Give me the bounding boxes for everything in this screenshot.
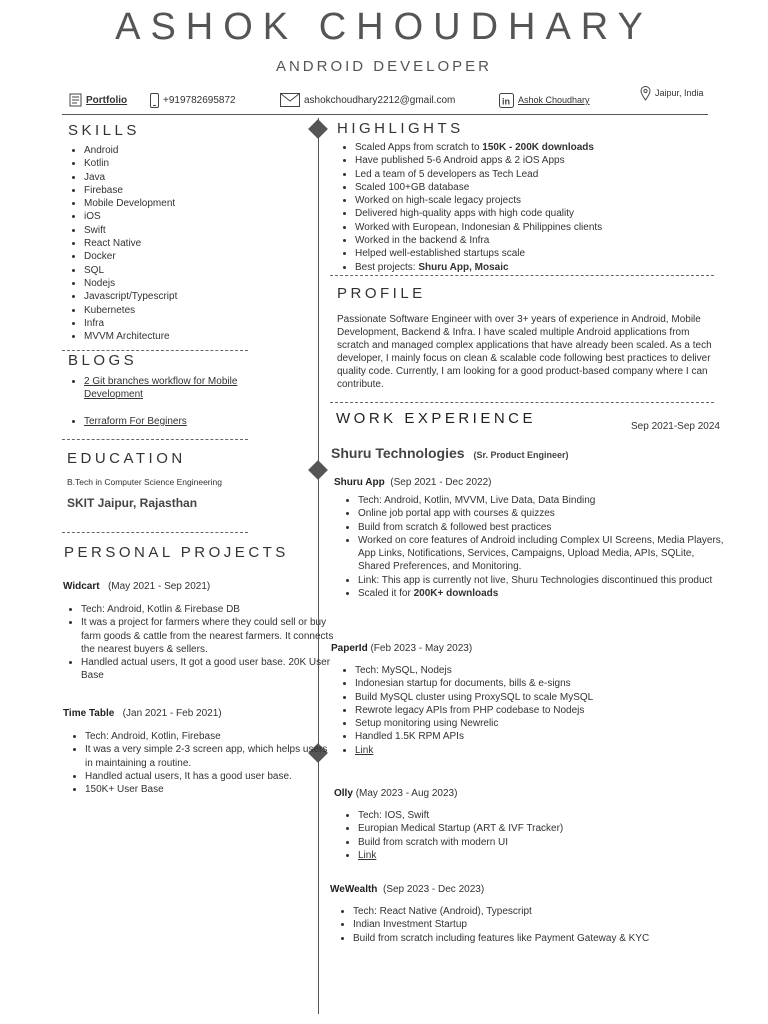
work-bullet: • Link: This app is currently not live, Shuru Technologies discontinued this product (358, 574, 728, 587)
personal-projects-heading: PERSONAL PROJECTS (64, 544, 289, 561)
work-link-item[interactable] (358, 849, 728, 862)
work-project-title (331, 643, 472, 654)
skill-item: • Android (84, 144, 324, 157)
divider-diamond (308, 460, 328, 480)
work-project-title (330, 884, 484, 895)
section-divider (62, 439, 248, 440)
work-bullet: • Worked on core features of Android including Complex UI Screens, Media Players, App Links, Notifications, Services, Campaigns, Upload Media, APIs, SQLite, Shared Preferences, and Monitoring. (358, 534, 728, 574)
phone-number: +919782695872 (163, 94, 236, 106)
work-bullet: • Online job portal app with courses & quizzes (358, 507, 728, 520)
highlight-item-bold: Shuru App, Mosaic (418, 261, 509, 273)
work-bullet-text: Scaled it for (358, 588, 414, 600)
section-divider (62, 532, 248, 533)
highlight-item (355, 194, 735, 207)
skill-item: • React Native (84, 237, 324, 250)
location-icon (640, 86, 651, 101)
project-bullet: • Tech: Android, Kotlin, Firebase (85, 730, 335, 743)
linkedin-link[interactable]: Ashok Choudhary (518, 95, 590, 105)
project-name: Widcart (63, 581, 100, 592)
highlight-item (355, 141, 735, 154)
project-details (63, 730, 335, 796)
contact-portfolio[interactable] (69, 89, 127, 111)
highlight-item (355, 168, 735, 181)
project-link[interactable]: Link (355, 744, 374, 756)
work-bullet: • Build from scratch with modern UI (358, 836, 728, 849)
highlight-item (355, 221, 735, 234)
work-project-name: Shuru App (334, 477, 385, 488)
work-bullet: • Indian Investment Startup (353, 918, 733, 931)
resume-role: ANDROID DEVELOPER (275, 58, 493, 75)
work-dates: Sep 2021-Sep 2024 (631, 421, 720, 432)
education-college: SKIT Jaipur, Rajasthan (67, 496, 198, 510)
highlights-heading: HIGHLIGHTS (337, 120, 464, 137)
blog-item[interactable] (84, 375, 294, 402)
work-bullet: • Tech: Android, Kotlin, MVVM, Live Data, Data Binding (358, 494, 728, 507)
work-bullet-bold: 200K+ downloads (413, 588, 499, 600)
skill-item: • Kubernetes (84, 304, 324, 317)
highlight-item-text: Led a team of 5 developers as Tech Lead (355, 168, 539, 180)
work-bullet: • Tech: IOS, Swift (358, 809, 728, 822)
highlight-item (355, 154, 735, 167)
highlight-item (355, 247, 735, 260)
email-address[interactable]: ashokchoudhary2212@gmail.com (304, 94, 456, 106)
location-text: Jaipur, India (655, 88, 704, 98)
contact-linkedin[interactable] (499, 89, 590, 111)
company-name: Shuru Technologies (331, 445, 465, 461)
work-bullet: • Setup monitoring using Newrelic (355, 717, 725, 730)
linkedin-icon (499, 93, 514, 108)
work-project-details (331, 905, 733, 945)
skill-item: • Swift (84, 224, 324, 237)
blogs-heading: BLOGS (68, 352, 138, 369)
highlight-item-text: Scaled Apps from scratch to (355, 142, 483, 153)
work-project-details (336, 809, 728, 862)
section-divider (62, 350, 248, 351)
profile-heading: PROFILE (337, 285, 426, 302)
work-bullet: • Tech: React Native (Android), Typescript (353, 905, 733, 918)
project-details (59, 603, 341, 683)
work-bullet (358, 587, 728, 600)
skill-item: • Mobile Development (84, 197, 324, 210)
divider-diamond (308, 119, 328, 139)
highlight-item-text: Scaled 100+GB database (355, 181, 470, 193)
highlight-item-text: Delivered high-quality apps with high code quality (355, 208, 575, 220)
email-icon (280, 93, 300, 107)
work-bullet: • Build MySQL cluster using ProxySQL to scale MySQL (355, 691, 725, 704)
contact-location (640, 86, 704, 108)
skill-item: • Kotlin (84, 157, 324, 170)
highlight-item (355, 234, 735, 247)
project-link[interactable]: Link (358, 849, 377, 861)
work-project-details (336, 494, 728, 600)
highlight-item-text: Have published 5-6 Android apps & 2 iOS Apps (355, 155, 565, 167)
work-project-name: WeWealth (330, 884, 378, 895)
project-dates: (May 2021 - Sep 2021) (107, 581, 211, 592)
work-link-item[interactable] (355, 744, 725, 757)
profile-text: Passionate Software Engineer with over 3+ years of experience in Android, Mobile Development, Backend & Infra. I have scaled multiple Android applications from scratch and managed complex applications that have already been scaled. As a tech developer, I mainly focus on clean & scalable code following best practices to deliver quality code. Currently, I am looking for a good product-based company where I can contribute. (337, 314, 712, 390)
work-bullet: • Build from scratch including features like Payment Gateway & KYC (353, 932, 733, 945)
skill-item: • Nodejs (84, 277, 324, 290)
work-bullet: • Indonesian startup for documents, bills & e-signs (355, 677, 725, 690)
highlights-list (333, 141, 735, 274)
highlight-item-bold: 150K - 200K downloads (482, 142, 594, 153)
blog-link[interactable]: 2 Git branches workflow for Mobile Development (84, 376, 238, 401)
skills-heading: SKILLS (68, 122, 140, 139)
education-degree: B.Tech in Computer Science Engineering (67, 477, 222, 487)
project-title (63, 581, 210, 592)
education-heading: EDUCATION (67, 450, 186, 467)
project-bullet: • Handled actual users, It has a good user base. (85, 770, 335, 783)
company-header (331, 445, 569, 461)
portfolio-link[interactable]: Portfolio (86, 94, 128, 106)
work-project-dates: (Sep 2021 - Dec 2022) (390, 477, 492, 488)
work-project-title (334, 477, 491, 488)
highlight-item-text: Worked with European, Indonesian & Philippines clients (355, 221, 603, 233)
work-bullet: • Tech: MySQL, Nodejs (355, 664, 725, 677)
skills-list (62, 144, 324, 343)
skill-item: • Java (84, 171, 324, 184)
project-bullet: • Handled actual users, It got a good user base. 20K User Base (81, 656, 341, 683)
section-divider (330, 402, 714, 403)
work-project-dates: (Feb 2023 - May 2023) (370, 643, 473, 654)
work-project-details (333, 664, 725, 757)
section-divider (330, 275, 714, 276)
work-project-dates: (May 2023 - Aug 2023) (355, 788, 458, 799)
work-bullet: • Rewrote legacy APIs from PHP codebase to Nodejs (355, 704, 725, 717)
work-bullet: • Build from scratch & followed best practices (358, 521, 728, 534)
resume-name: ASHOK CHOUDHARY (115, 6, 653, 48)
skill-item: • SQL (84, 264, 324, 277)
highlight-item-text: Best projects: (355, 261, 419, 273)
contact-phone (150, 89, 236, 111)
project-bullet: • Tech: Android, Kotlin & Firebase DB (81, 603, 341, 616)
work-project-dates: (Sep 2023 - Dec 2023) (382, 884, 485, 895)
work-heading: WORK EXPERIENCE (336, 410, 537, 427)
skill-item: • Firebase (84, 184, 324, 197)
skill-item: • MVVM Architecture (84, 330, 324, 343)
contact-email[interactable] (280, 89, 455, 111)
skill-item: • Javascript/Typescript (84, 290, 324, 303)
work-project-name: PaperId (331, 643, 368, 654)
work-bullet: • Handled 1.5K RPM APIs (355, 730, 725, 743)
company-position: (Sr. Product Engineer) (473, 450, 569, 460)
skill-item: • iOS (84, 210, 324, 223)
highlight-item-text: Worked in the backend & Infra (355, 235, 490, 247)
work-project-title (334, 788, 457, 799)
highlight-item-text: Worked on high-scale legacy projects (355, 195, 522, 207)
work-project-name: Olly (334, 788, 353, 799)
project-title (63, 708, 222, 719)
project-bullet: • It was a project for farmers where they could sell or buy farm goods & cattle from the nearest farmers. It connects the nearest buyers & sellers. (81, 616, 341, 656)
svg-text:in: in (502, 96, 510, 106)
work-bullet: • Europian Medical Startup (ART & IVF Tracker) (358, 822, 728, 835)
skill-item: • Infra (84, 317, 324, 330)
header-divider (62, 114, 708, 115)
skill-item: • Docker (84, 250, 324, 263)
phone-icon (150, 93, 159, 108)
project-dates: (Jan 2021 - Feb 2021) (122, 708, 222, 719)
highlight-item-text: Helped well-established startups scale (355, 248, 526, 260)
blog-item[interactable] (84, 415, 294, 428)
highlight-item (355, 207, 735, 220)
blog-link[interactable]: Terraform For Beginers (84, 415, 187, 427)
portfolio-icon (69, 93, 82, 107)
blogs-list (62, 375, 294, 428)
project-bullet: • It was a very simple 2-3 screen app, which helps users in maintaining a routine. (85, 743, 335, 770)
highlight-item (355, 261, 735, 274)
project-name: Time Table (63, 708, 115, 719)
project-bullet: • 150K+ User Base (85, 783, 335, 796)
highlight-item (355, 181, 735, 194)
